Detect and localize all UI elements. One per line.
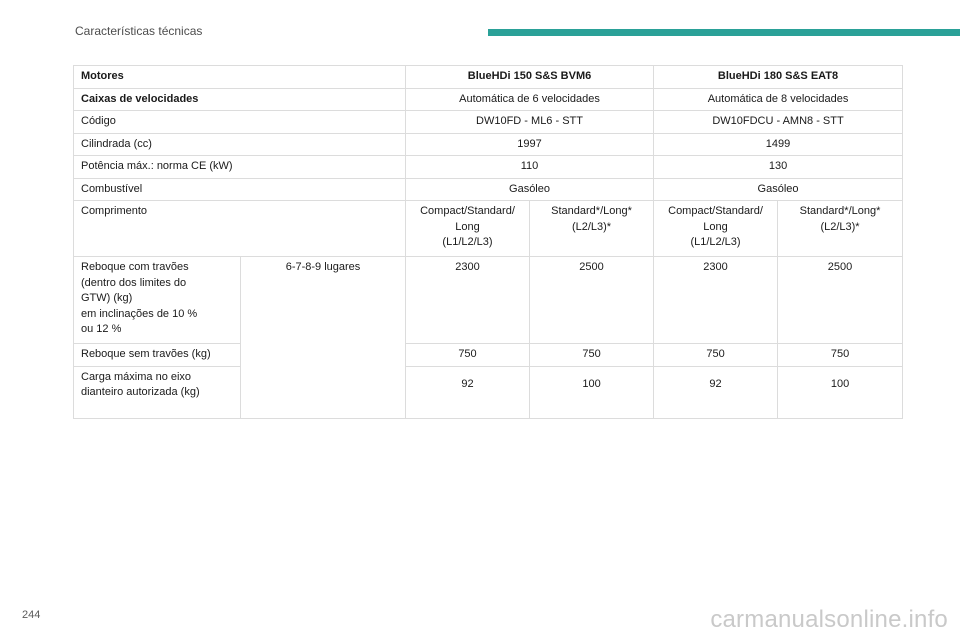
length-col-2 [530, 201, 654, 257]
braked-value-1: 2300 [406, 257, 530, 344]
fuel-label: Combustível [74, 178, 406, 201]
length-col-1 [406, 201, 530, 257]
front-axle-value-4: 100 [778, 366, 903, 418]
front-axle-label-line-2: dianteiro autorizada (kg) [81, 386, 200, 398]
unbraked-value-2: 750 [530, 344, 654, 367]
length-col-4 [778, 201, 903, 257]
length-col-3-line-2: Long [703, 220, 728, 233]
engine-2-header: BlueHDi 180 S&S EAT8 [654, 66, 903, 89]
front-axle-value-3: 92 [654, 366, 778, 418]
engines-label: Motores [74, 66, 406, 89]
section-title: Características técnicas [75, 24, 203, 38]
table-row [74, 66, 903, 89]
length-col-3-line-1: Compact/Standard/ [668, 205, 763, 217]
gearbox-1: Automática de 6 velocidades [406, 88, 654, 111]
table-row [74, 156, 903, 179]
length-col-2-line-1: Standard*/Long* [551, 205, 632, 217]
seats-cell: 6-7-8-9 lugares [241, 257, 406, 419]
braked-label-line-4: em inclinações de 10 % [81, 307, 198, 320]
front-axle-value-2: 100 [530, 366, 654, 418]
table-row [74, 201, 903, 257]
braked-label-line-2: (dentro dos limites do [81, 276, 187, 289]
fuel-1: Gasóleo [406, 178, 654, 201]
length-label: Comprimento [74, 201, 406, 257]
braked-label-line-1: Reboque com travões [81, 261, 189, 273]
watermark: carmanualsonline.info [710, 606, 948, 633]
table-row [74, 133, 903, 156]
displacement-2: 1499 [654, 133, 903, 156]
braked-value-2: 2500 [530, 257, 654, 344]
engine-1-header: BlueHDi 150 S&S BVM6 [406, 66, 654, 89]
unbraked-trailer-label: Reboque sem travões (kg) [74, 344, 241, 367]
braked-value-3: 2300 [654, 257, 778, 344]
unbraked-value-3: 750 [654, 344, 778, 367]
braked-label-line-5: ou 12 % [81, 323, 122, 335]
table-row [74, 178, 903, 201]
length-col-1-line-3: (L1/L2/L3) [442, 236, 493, 248]
page-number: 244 [22, 609, 41, 621]
table-row [74, 257, 903, 344]
length-col-4-line-1: Standard*/Long* [799, 205, 881, 217]
power-2: 130 [654, 156, 903, 179]
length-col-4-line-2: (L2/L3)* [820, 220, 860, 233]
unbraked-value-1: 750 [406, 344, 530, 367]
code-1: DW10FD - ML6 - STT [406, 111, 654, 134]
length-col-1-line-1: Compact/Standard/ [420, 205, 515, 217]
code-2: DW10FDCU - AMN8 - STT [654, 111, 903, 134]
front-axle-label-line-1: Carga máxima no eixo [81, 370, 192, 383]
displacement-1: 1997 [406, 133, 654, 156]
length-col-3-line-3: (L1/L2/L3) [690, 236, 741, 248]
table-row [74, 366, 903, 418]
displacement-label: Cilindrada (cc) [74, 133, 406, 156]
power-1: 110 [406, 156, 654, 179]
braked-label-line-3: GTW) (kg) [81, 292, 133, 304]
table-row [74, 88, 903, 111]
table-row [74, 111, 903, 134]
length-col-3 [654, 201, 778, 257]
gearbox-label: Caixas de velocidades [74, 88, 406, 111]
table-row [74, 344, 903, 367]
length-col-2-line-2: (L2/L3)* [571, 220, 612, 233]
power-label: Potência máx.: norma CE (kW) [74, 156, 406, 179]
gearbox-2: Automática de 8 velocidades [654, 88, 903, 111]
braked-value-4: 2500 [778, 257, 903, 344]
front-axle-value-1: 92 [406, 366, 530, 418]
front-axle-load-label [74, 366, 241, 418]
length-col-1-line-2: Long [455, 220, 480, 233]
header-accent-bar [488, 29, 960, 36]
unbraked-value-4: 750 [778, 344, 903, 367]
code-label: Código [74, 111, 406, 134]
fuel-2: Gasóleo [654, 178, 903, 201]
braked-trailer-label [74, 257, 241, 344]
specifications-table [73, 65, 903, 419]
